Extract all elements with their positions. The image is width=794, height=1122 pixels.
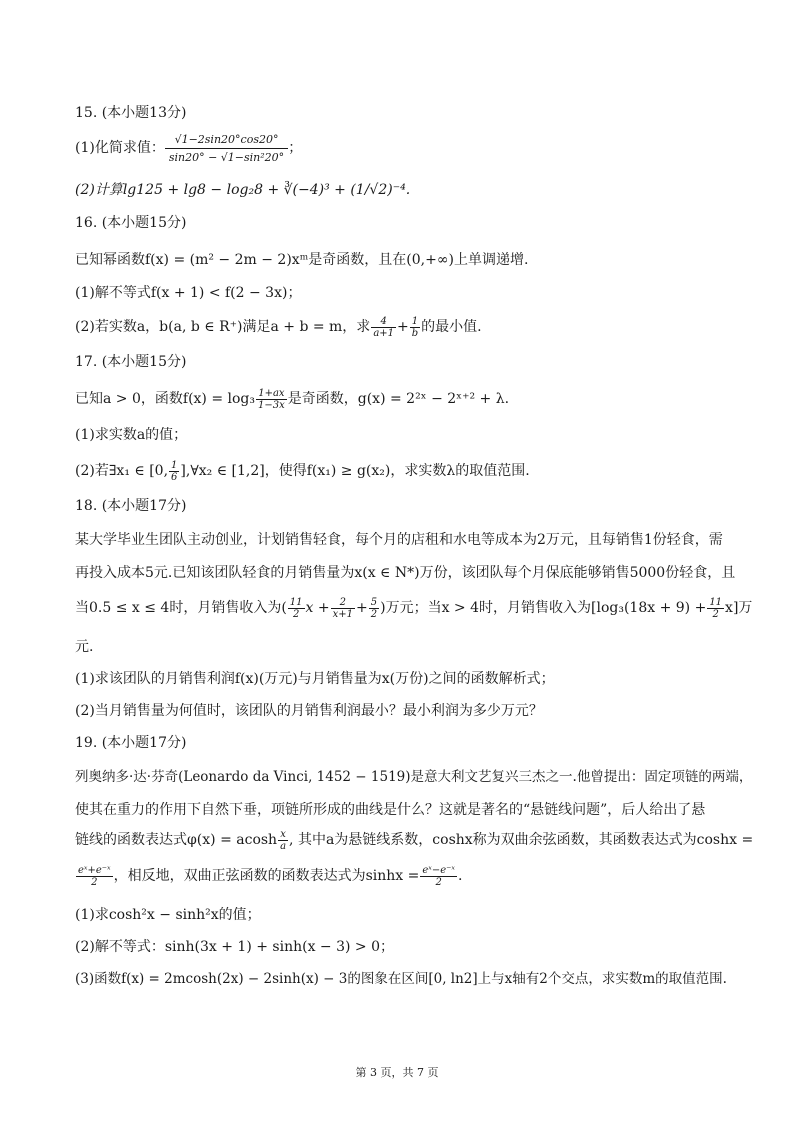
- q17-stem-end: 是奇函数，g(x) = 2²ˣ − 2ˣ⁺² + λ.: [287, 391, 510, 407]
- frac-numerator: 11: [289, 596, 303, 608]
- frac-numerator: 2: [331, 597, 355, 609]
- q18-part2: (2)当月销售量为何值时，该团队的月销售利润最小？最小利润为多少万元？: [75, 703, 543, 719]
- q16-fraction-4-over-a1: [371, 316, 396, 339]
- frac-numerator: 1+ax: [256, 388, 287, 400]
- q19-fraction-cosh: [76, 865, 113, 888]
- q18-part1: (1)求该团队的月销售利润f(x)(万元)与月销售量为x(万份)之间的函数解析式；: [75, 671, 555, 687]
- q18-fraction-2-x1: [331, 597, 355, 620]
- q18-fraction-5-2: [369, 597, 379, 620]
- q19-line3-a: 链线的函数表达式φ(x) = acosh: [75, 832, 278, 848]
- q16-header: 16. (本小题15分): [75, 215, 187, 231]
- frac-numerator: eˣ−e⁻ˣ: [422, 864, 455, 876]
- q19-line4: [75, 862, 462, 890]
- q19-part2: (2)解不等式：sinh(3x + 1) + sinh(x − 3) > 0；: [75, 939, 395, 955]
- q17-stem-text: 已知a > 0，函数f(x) = log₃: [75, 391, 255, 407]
- q15-part1: [75, 128, 302, 168]
- q19-line2: 使其在重力的作用下自然下垂，项链所形成的曲线是什么？这就是著名的“悬链线问题”，后人给出了悬: [75, 802, 706, 818]
- q17-part2-end: ],∀x₂ ∈ [1,2]，使得f(x₁) ≥ g(x₂)，求实数λ的取值范围.: [180, 463, 530, 479]
- frac-numerator: 4: [371, 316, 396, 328]
- q16-fraction-1-over-b: [410, 316, 420, 339]
- q15-part1-end: ；: [288, 140, 303, 156]
- frac-numerator: 11: [709, 596, 723, 608]
- q15-part1-numerator: √1−2sin20°cos20°: [165, 132, 288, 149]
- frac-denominator: 2: [712, 608, 719, 620]
- q18-line2: 再投入成本5元.已知该团队轻食的月销售量为x(x ∈ N*)万份，该团队每个月保底能够销售5000份轻食，且: [75, 565, 736, 581]
- q18-fraction-11-2b: [707, 597, 724, 620]
- frac-denominator: 2: [91, 876, 98, 888]
- q19-line1: 列奥纳多·达·芬奇(Leonardo da Vinci, 1452 − 1519)是意大利文艺复兴三杰之一.他曾提出：固定项链的两端，: [75, 769, 753, 785]
- q19-fraction-sinh: [420, 865, 457, 888]
- q15-header: 15. (本小题13分): [75, 105, 187, 121]
- q18-line3-a: 当0.5 ≤ x ≤ 4时，月销售收入为(: [75, 600, 287, 616]
- q18-line3-e: x]万: [725, 600, 753, 616]
- frac-denominator: a+1: [373, 327, 395, 339]
- frac-denominator: 2: [292, 608, 300, 620]
- q19-fraction-x-a: [278, 829, 288, 852]
- q19-part1: (1)求cosh²x − sinh²x的值；: [75, 907, 261, 923]
- q15-part1-prefix: (1)化简求值：: [75, 140, 165, 156]
- q17-header: 17. (本小题15分): [75, 354, 187, 370]
- q16-stem: 已知幂函数f(x) = (m² − 2m − 2)xᵐ是奇函数，且在(0,+∞)上单调递增.: [75, 252, 529, 268]
- q18-line3-b: x +: [305, 600, 330, 616]
- q18-line4: 元.: [75, 639, 94, 655]
- q15-part1-fraction: [165, 132, 288, 165]
- q16-part2: [75, 314, 482, 340]
- frac-denominator: b: [411, 327, 419, 339]
- frac-denominator: x+1: [332, 608, 353, 620]
- q19-header: 19. (本小题17分): [75, 735, 187, 751]
- q19-part3: (3)函数f(x) = 2mcosh(2x) − 2sinh(x) − 3的图象在区间[0, ln2]上与x轴有2个交点，求实数m的取值范围.: [75, 971, 727, 987]
- frac-numerator: 1: [171, 459, 178, 471]
- q17-log-fraction: [256, 388, 287, 411]
- plus-sign: +: [397, 319, 409, 335]
- q16-part2-text: (2)若实数a，b(a, b ∈ R⁺)满足a + b = m，求: [75, 319, 371, 335]
- page-footer: 第 3 页，共 7 页: [355, 1066, 439, 1079]
- q18-header: 18. (本小题17分): [75, 498, 187, 514]
- q19-line4-b: .: [457, 868, 463, 884]
- q17-fraction-1-over-6: [169, 460, 179, 483]
- q18-line3-c: +: [356, 600, 368, 616]
- q16-part1: (1)解不等式f(x + 1) < f(2 − 3x)；: [75, 285, 302, 301]
- frac-denominator: 1−3x: [258, 399, 285, 411]
- frac-denominator: 6: [171, 471, 178, 483]
- q15-part1-denominator: sin20° − √1−sin²20°: [168, 150, 285, 164]
- q18-line3: [75, 594, 752, 622]
- frac-denominator: 2: [435, 876, 442, 888]
- q17-part2-text: (2)若∃x₁ ∈ [0,: [75, 463, 169, 479]
- q16-part2-end: 的最小值.: [421, 319, 482, 335]
- q17-part2: [75, 458, 530, 484]
- q19-line4-a: ，相反地，双曲正弦函数的函数表达式为sinhx =: [113, 868, 420, 884]
- frac-numerator: 1: [410, 316, 420, 328]
- q19-line3-b: , 其中a为悬链线系数，coshx称为双曲余弦函数，其函数表达式为coshx =: [289, 832, 754, 848]
- frac-numerator: x: [278, 829, 288, 841]
- frac-numerator: eˣ+e⁻ˣ: [78, 864, 111, 876]
- q19-line3: [75, 826, 753, 854]
- q17-stem: [75, 386, 509, 412]
- frac-denominator: a: [280, 840, 287, 852]
- q17-part1: (1)求实数a的值；: [75, 427, 188, 443]
- frac-numerator: 5: [370, 596, 378, 608]
- q15-part2: (2)计算lg125 + lg8 − log₂8 + ∛(−4)³ + (1/√2)⁻⁴.: [75, 182, 411, 198]
- q18-fraction-11-2: [288, 597, 305, 620]
- frac-denominator: 2: [370, 608, 378, 620]
- q18-line1: 某大学毕业生团队主动创业，计划销售轻食，每个月的店租和水电等成本为2万元，且每销售1份轻食，需: [75, 532, 723, 548]
- q18-line3-d: )万元；当x > 4时，月销售收入为[log₃(18x + 9) +: [380, 600, 707, 616]
